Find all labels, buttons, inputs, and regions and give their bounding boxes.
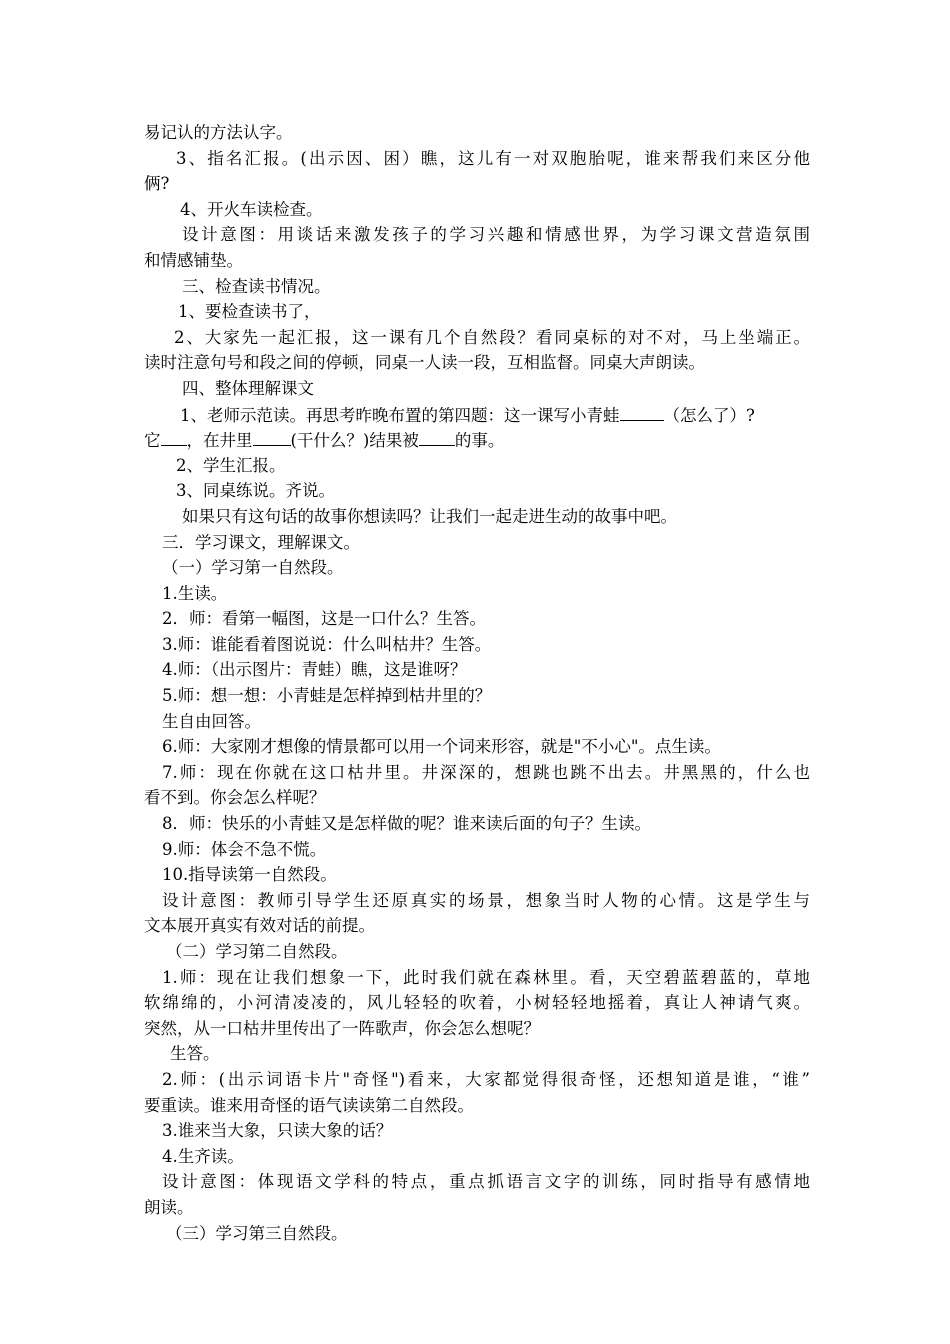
- text-line: 和情感铺垫。: [144, 250, 243, 270]
- text-line: 文本展开真实有效对话的前提。: [144, 916, 375, 936]
- text-line: 6.师：大家刚才想像的情景都可以用一个词来形容，就是"不小心"。点生读。: [162, 737, 721, 757]
- text-line: 2、大家先一起汇报，这一课有几个自然段？看同桌标的对不对，马上坐端正。: [174, 327, 810, 347]
- text-line: 3.谁来当大象，只读大象的话？: [162, 1121, 393, 1141]
- paragraph-block-2: [144, 453, 810, 1246]
- text-line: 4.师：（出示图片：青蛙）瞧，这是谁呀？: [162, 660, 467, 680]
- text-line: 1、要检查读书了，: [178, 302, 321, 322]
- text-line: 2、学生汇报。: [176, 455, 286, 475]
- fill-text: 的事。: [454, 431, 505, 451]
- blank-line: [419, 427, 455, 446]
- text-line: 3、同桌练说。齐说。: [176, 481, 335, 501]
- blank-line: [253, 427, 291, 446]
- document-body: [144, 120, 810, 1246]
- text-line: 读时注意句号和段之间的停顿，同桌一人读一段，互相监督。同桌大声朗读。: [144, 353, 705, 373]
- text-line: 朗读。: [144, 1197, 194, 1217]
- text-line: 生答。: [170, 1044, 220, 1064]
- text-line: 9.师：体会不急不慌。: [162, 839, 327, 859]
- text-line: 生自由回答。: [162, 711, 261, 731]
- text-line: 1.生读。: [162, 583, 228, 603]
- text-line: 如果只有这句话的故事你想读吗？让我们一起走进生动的故事中吧。: [182, 506, 677, 526]
- text-line: 看不到。你会怎么样呢？: [144, 788, 326, 808]
- fill-in-line-2: [144, 427, 810, 453]
- text-line: 8．师：快乐的小青蛙又是怎样做的呢？谁来读后面的句子？生读。: [162, 814, 651, 834]
- fill-text: (干什么？)结果被: [290, 431, 419, 451]
- text-line: 4.生齐读。: [162, 1146, 244, 1166]
- text-line: 2.师：(出示词语卡片"奇怪")看来，大家都觉得很奇怪，还想知道是谁，“谁”: [162, 1069, 810, 1089]
- text-line: 四、整体理解课文: [182, 378, 314, 398]
- text-line: 三．学习课文，理解课文。: [162, 532, 360, 552]
- blank-line: [620, 402, 664, 421]
- text-line: 设计意图：用谈话来激发孩子的学习兴趣和情感世界，为学习课文营造氛围: [182, 225, 810, 245]
- text-line: 俩?: [144, 174, 170, 194]
- text-line: 1.师：现在让我们想象一下，此时我们就在森林里。看，天空碧蓝碧蓝的，草地: [162, 967, 810, 987]
- fill-text: 它: [144, 431, 161, 451]
- text-line: 3.师：谁能看着图说说：什么叫枯井？生答。: [162, 634, 492, 654]
- paragraph-block-1: [144, 120, 810, 402]
- text-line: 2．师：看第一幅图，这是一口什么？生答。: [162, 609, 486, 629]
- text-line: （一）学习第一自然段。: [162, 558, 344, 578]
- fill-text: 1、老师示范读。再思考昨晚布置的第四题：这一课写小青蛙: [180, 405, 620, 425]
- text-line: 要重读。谁来用奇怪的语气读读第二自然段。: [144, 1095, 474, 1115]
- text-line: 10.指导读第一自然段。: [162, 865, 337, 885]
- text-line: 5.师：想一想：小青蛙是怎样掉到枯井里的？: [162, 686, 492, 706]
- text-line: 7.师：现在你就在这口枯井里。井深深的，想跳也跳不出去。井黑黑的，什么也: [162, 762, 810, 782]
- fill-text: （怎么了）?: [663, 405, 755, 425]
- text-line: 易记认的方法认字。: [144, 123, 293, 142]
- text-line: 设计意图：教师引导学生还原真实的场景，想象当时人物的心情。这是学生与: [162, 890, 810, 910]
- text-line: 软绵绵的，小河清凌凌的，风儿轻轻的吹着，小树轻轻地摇着，真让人神请气爽。: [144, 993, 810, 1013]
- fill-text: ，在井里: [186, 431, 253, 451]
- text-line: （二）学习第二自然段。: [166, 942, 348, 961]
- text-line: 4、开火车读检查。: [180, 199, 323, 219]
- fill-in-line-1: [144, 402, 810, 428]
- text-line: 突然，从一口枯井里传出了一阵歌声，你会怎么想呢？: [144, 1018, 540, 1038]
- text-line: 3、指名汇报。(出示因、困）瞧，这儿有一对双胞胎呢，谁来帮我们来区分他: [176, 148, 810, 168]
- text-line: 三、检查读书情况。: [182, 276, 331, 296]
- text-line: （三）学习第三自然段。: [166, 1223, 348, 1243]
- blank-line: [161, 427, 187, 446]
- text-line: 设计意图：体现语文学科的特点，重点抓语言文字的训练，同时指导有感情地: [162, 1172, 810, 1192]
